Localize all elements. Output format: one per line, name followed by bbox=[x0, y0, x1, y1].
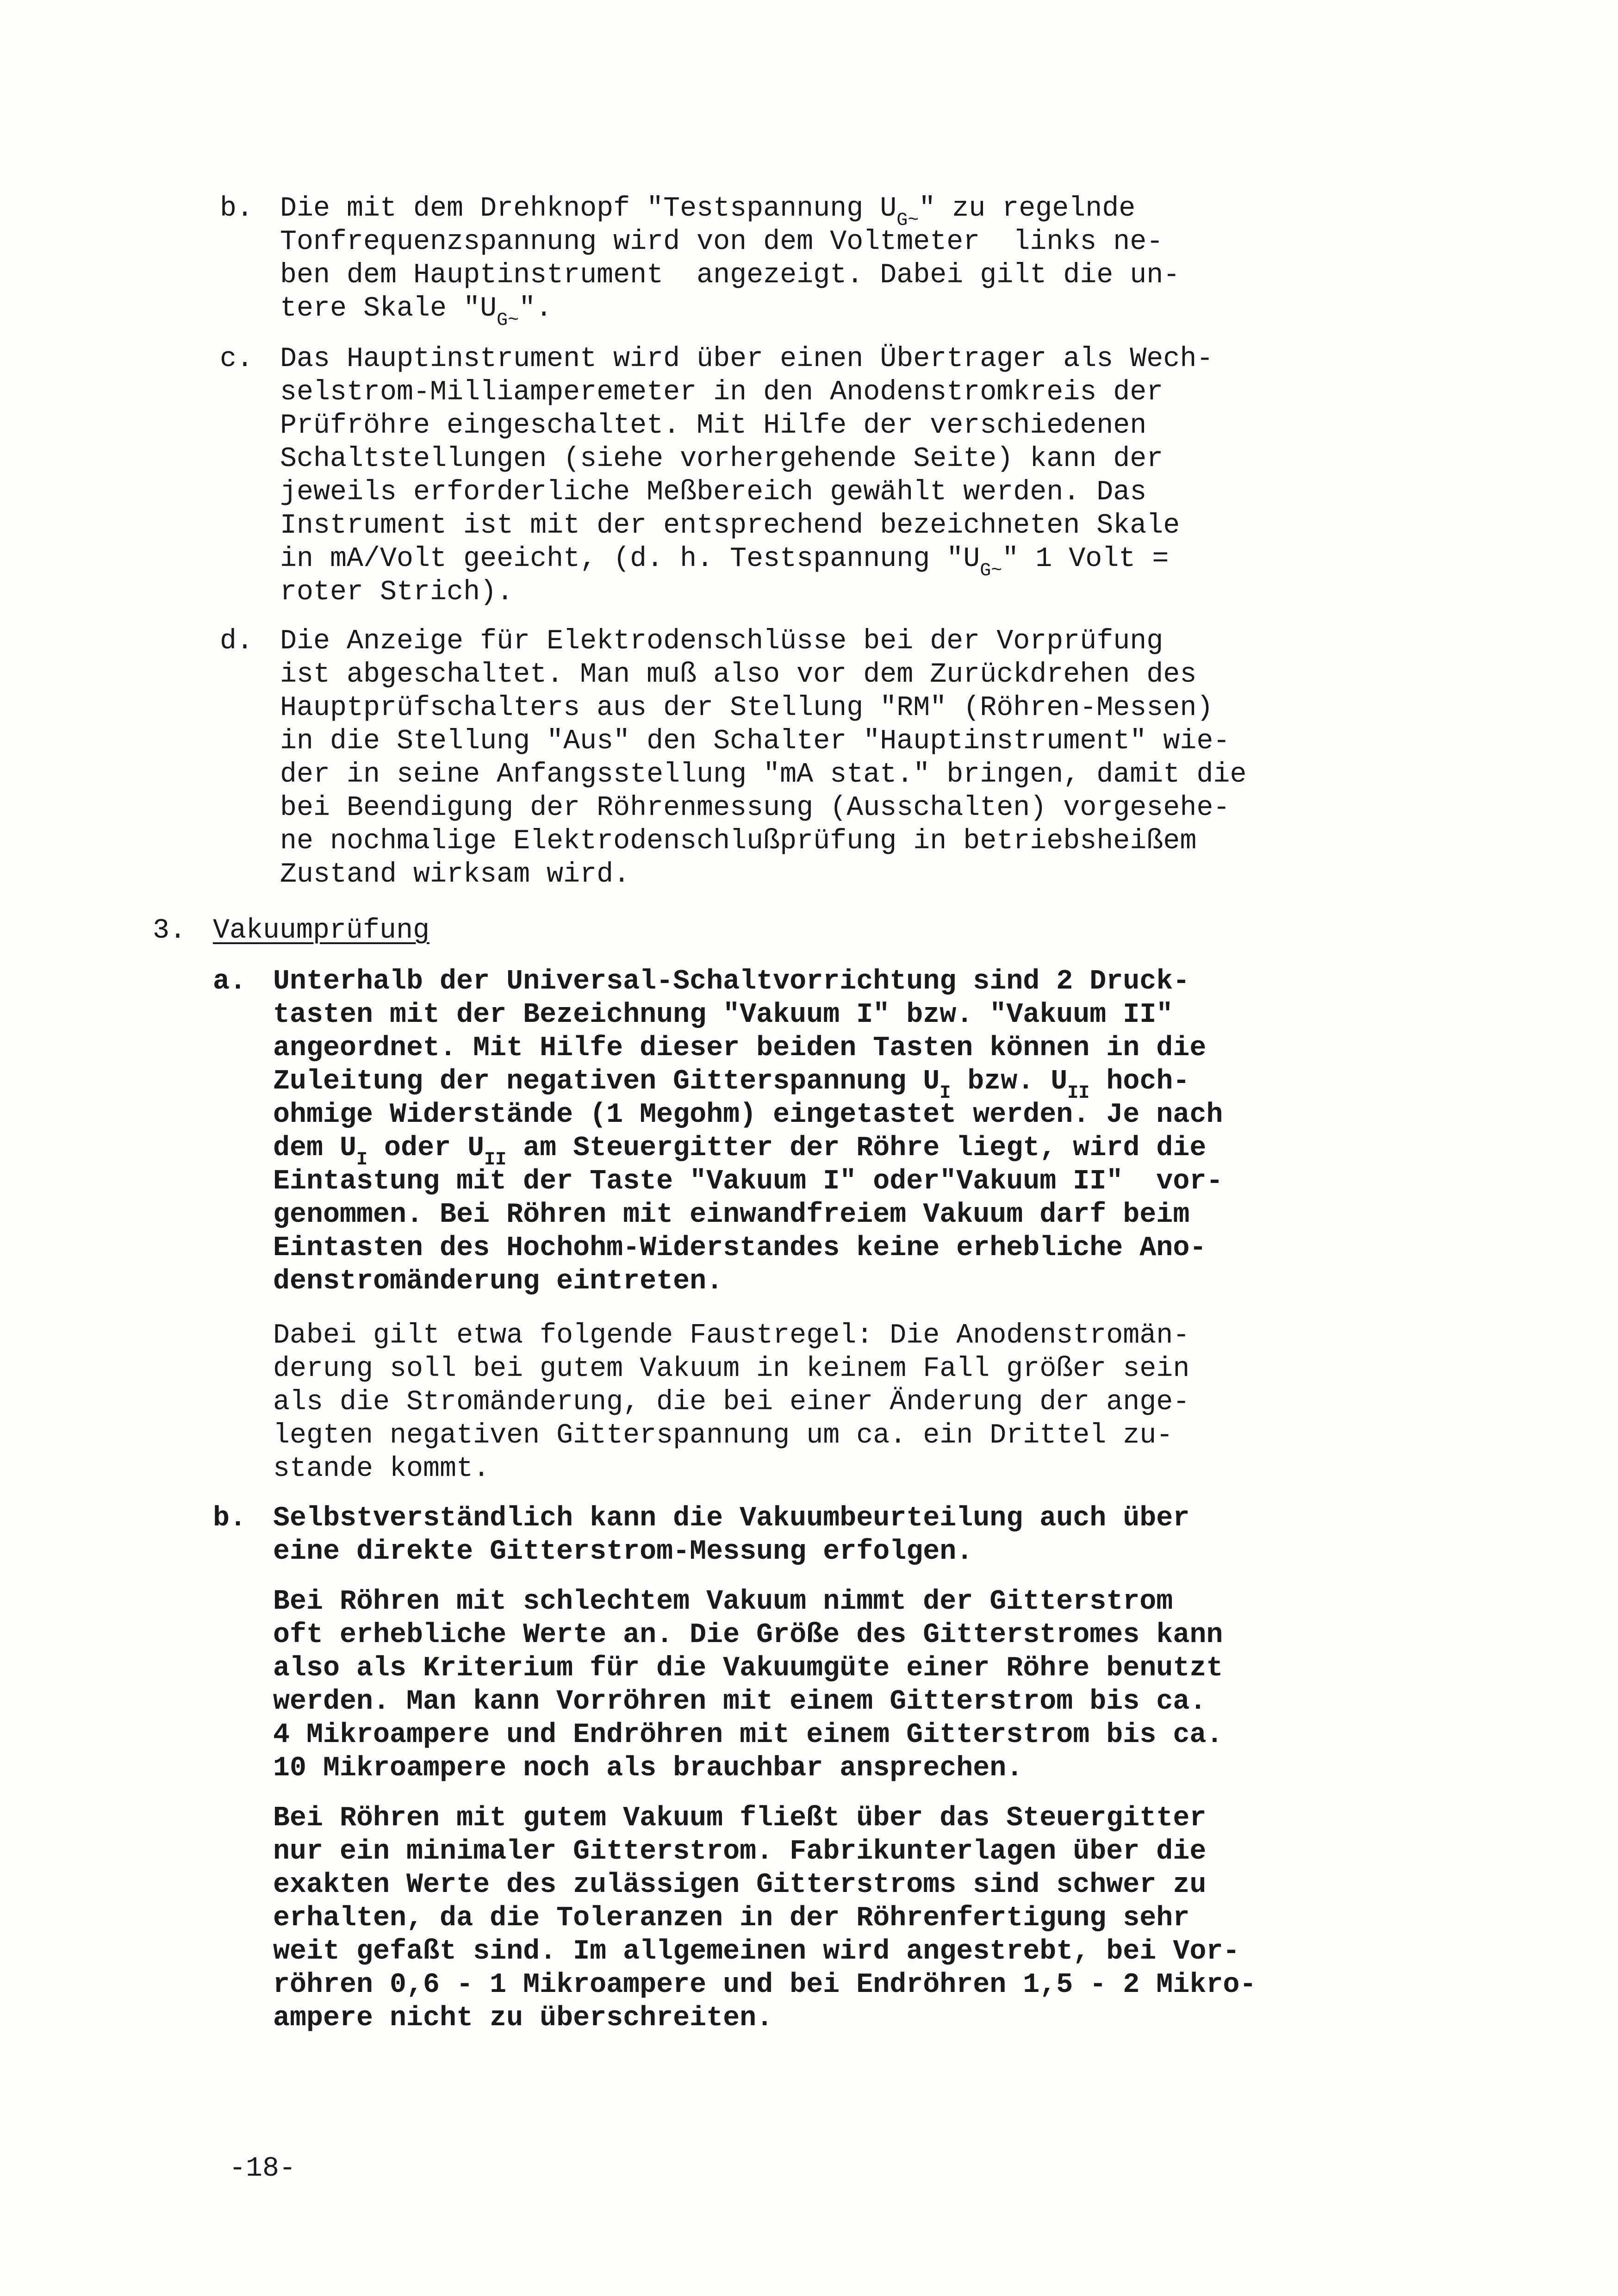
text-line: legten negativen Gitterspannung um ca. ein Drittel zu- bbox=[273, 1420, 1173, 1451]
text-line: Eintasten des Hochohm-Widerstandes keine erhebliche Ano- bbox=[273, 1232, 1207, 1264]
text-line: Zuleitung der negativen Gitterspannung $U_I$ bzw. $U_{II}$ hoch- bbox=[273, 1066, 1190, 1104]
text-line: Hauptprüfschalters aus der Stellung "RM" (Röhren-Messen) bbox=[280, 692, 1214, 724]
text-line: Bei Röhren mit gutem Vakuum fließt über das Steuergitter bbox=[273, 1803, 1207, 1834]
text-line: also als Kriterium für die Vakuumgüte einer Röhre benutzt bbox=[273, 1653, 1223, 1684]
text-line: erhalten, da die Toleranzen in der Röhrenfertigung sehr bbox=[273, 1903, 1190, 1934]
text-line: weit gefaßt sind. Im allgemeinen wird angestrebt, bei Vor- bbox=[273, 1936, 1240, 1967]
text-line: der in seine Anfangsstellung "mA stat." bringen, damit die bbox=[280, 759, 1247, 790]
text-line: denstromänderung eintreten. bbox=[273, 1266, 723, 1297]
text-line: in mA/Volt geeicht, (d. h. Testspannung "$U_{G\sim}$" 1 Volt = bbox=[280, 543, 1169, 581]
text-line: 10 Mikroampere noch als brauchbar ansprechen. bbox=[273, 1753, 1023, 1784]
text-line: stande kommt. bbox=[273, 1453, 490, 1485]
text-line: eine direkte Gitterstrom-Messung erfolgen. bbox=[273, 1536, 973, 1568]
text-line: derung soll bei gutem Vakuum in keinem Fall größer sein bbox=[273, 1353, 1190, 1385]
text-line: Prüfröhre eingeschaltet. Mit Hilfe der verschiedenen bbox=[280, 410, 1147, 442]
text-line: Dabei gilt etwa folgende Faustregel: Die Anodenstromän- bbox=[273, 1320, 1190, 1351]
text-line: Schaltstellungen (siehe vorhergehende Seite) kann der bbox=[280, 443, 1164, 475]
text-line: Instrument ist mit der entsprechend bezeichneten Skale bbox=[280, 510, 1180, 541]
text-line: Eintastung mit der Taste "Vakuum I" oder"Vakuum II" vor- bbox=[273, 1166, 1223, 1197]
text-line: 4 Mikroampere und Endröhren mit einem Gitterstrom bis ca. bbox=[273, 1719, 1223, 1751]
text-line: in die Stellung "Aus" den Schalter "Hauptinstrument" wie- bbox=[280, 726, 1230, 757]
list-marker: a. bbox=[213, 966, 247, 997]
page-number: -18- bbox=[229, 2153, 296, 2184]
text-line: nur ein minimaler Gitterstrom. Fabrikunterlagen über die bbox=[273, 1836, 1207, 1867]
text-line: als die Stromänderung, die bei einer Änderung der ange- bbox=[273, 1387, 1190, 1418]
text-line: tasten mit der Bezeichnung "Vakuum I" bzw. "Vakuum II" bbox=[273, 999, 1173, 1031]
text-line: bei Beendigung der Röhrenmessung (Ausschalten) vorgesehe- bbox=[280, 792, 1230, 824]
text-line: Zustand wirksam wird. bbox=[280, 859, 630, 890]
text-line: dem $U_I$ oder $U_{II}$ am Steuergitter der Röhre liegt, wird die bbox=[273, 1132, 1207, 1170]
text-line: oft erhebliche Werte an. Die Größe des Gitterstromes kann bbox=[273, 1619, 1223, 1651]
text-line: ben dem Hauptinstrument angezeigt. Dabei gilt die un- bbox=[280, 260, 1180, 291]
section-title: Vakuumprüfung bbox=[213, 915, 430, 946]
list-marker: c. bbox=[220, 343, 254, 375]
text-line: roter Strich). bbox=[280, 577, 514, 608]
text-line: ist abgeschaltet. Man muß also vor dem Zurückdrehen des bbox=[280, 659, 1197, 691]
text-line: Unterhalb der Universal-Schaltvorrichtung sind 2 Druck- bbox=[273, 966, 1190, 997]
text-line: Die Anzeige für Elektrodenschlüsse bei der Vorprüfung bbox=[280, 626, 1164, 657]
text-line: ne nochmalige Elektrodenschlußprüfung in betriebsheißem bbox=[280, 826, 1197, 857]
text-line: röhren 0,6 - 1 Mikroampere und bei Endröhren 1,5 - 2 Mikro- bbox=[273, 1969, 1257, 2001]
text-line: Die mit dem Drehknopf "Testspannung $U_{G\sim}$" zu regelnde bbox=[280, 193, 1136, 231]
text-line: ampere nicht zu überschreiten. bbox=[273, 2003, 773, 2034]
list-marker: b. bbox=[213, 1503, 247, 1534]
text-line: Selbstverständlich kann die Vakuumbeurteilung auch über bbox=[273, 1503, 1190, 1534]
list-marker: b. bbox=[220, 193, 254, 224]
text-line: Tonfrequenzspannung wird von dem Voltmeter links ne- bbox=[280, 226, 1164, 258]
text-line: angeordnet. Mit Hilfe dieser beiden Tasten können in die bbox=[273, 1033, 1207, 1064]
section-number: 3. bbox=[153, 915, 187, 946]
text-line: Das Hauptinstrument wird über einen Übertrager als Wech- bbox=[280, 343, 1214, 375]
text-line: werden. Man kann Vorröhren mit einem Gitterstrom bis ca. bbox=[273, 1686, 1207, 1717]
text-line: Bei Röhren mit schlechtem Vakuum nimmt der Gitterstrom bbox=[273, 1586, 1173, 1618]
text-line: jeweils erforderliche Meßbereich gewählt werden. Das bbox=[280, 477, 1147, 508]
text-line: selstrom-Milliamperemeter in den Anodenstromkreis der bbox=[280, 377, 1164, 408]
text-line: tere Skale "$U_{G\sim}$". bbox=[280, 293, 553, 331]
text-line: ohmige Widerstände (1 Megohm) eingetastet werden. Je nach bbox=[273, 1099, 1223, 1131]
list-marker: d. bbox=[220, 626, 254, 657]
text-line: genommen. Bei Röhren mit einwandfreiem Vakuum darf beim bbox=[273, 1199, 1190, 1231]
text-line: exakten Werte des zulässigen Gitterstroms sind schwer zu bbox=[273, 1869, 1207, 1901]
